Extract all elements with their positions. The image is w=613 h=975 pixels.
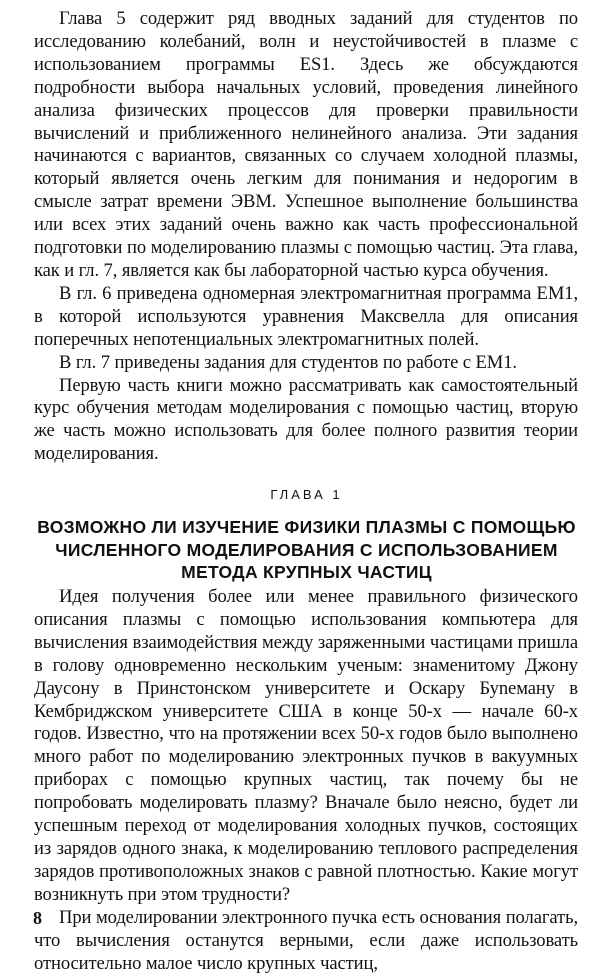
paragraph-chapter6: В гл. 6 приведена одномерная электромагнитная программа EM1, в которой используются уравнения Максвелла для описания поперечных непотенциальных электромагнитных полей.	[34, 282, 578, 350]
paragraph-beam-modeling: При моделировании электронного пучка есть основания полагать, что вычисления останутся верными, если даже использовать относительно малое число крупных частиц,	[34, 906, 578, 974]
intro-text	[34, 8, 578, 466]
chapter-title: ВОЗМОЖНО ЛИ ИЗУЧЕНИЕ ФИЗИКИ ПЛАЗМЫ С ПОМОЩЬЮ ЧИСЛЕННОГО МОДЕЛИРОВАНИЯ С ИСПОЛЬЗОВАНИЕМ МЕТОДА КРУПНЫХ ЧАСТИЦ	[37, 517, 576, 582]
paragraph-idea: Идея получения более или менее правильного физического описания плазмы с помощью использования компьютера для вычисления взаимодействия между заряженными частицами пришла в голову одновременно нескольким ученым: знаменитому Джону Даусону в Принстонском университете и Оскару Буneману в Кембриджском университете США в конце 50-х — начале 60-х годов. Известно, что на протяжении всех 50-х годов было выполнено много работ по моделированию электронных пучков в вакуумных приборах с помощью крупных частиц, так почему бы не попробовать моделировать плазму? Вначале было неясно, будет ли успешным переход от моделирования холодных пучков, состоящих из зарядов одного знака, к моделированию теплового распределения зарядов противоположных знаков с равной плотностью. Какие могут возникнуть при этом трудности?	[34, 586, 578, 905]
paragraph-part-one: Первую часть книги можно рассматривать как самостоятельный курс обучения методам моделирования с помощью частиц, вторую же часть можно использовать для более полного развития теории моделирования.	[34, 374, 578, 465]
chapter-heading	[20, 487, 593, 584]
chapter-label: ГЛАВА 1	[270, 487, 343, 502]
page-number: 8	[33, 908, 42, 928]
paragraph-chapter5: Глава 5 содержит ряд вводных заданий для студентов по исследованию колебаний, волн и неустойчивостей в плазме с использованием программы ES1. Здесь же обсуждаются подробности выбора начальных условий, проведения линейного анализа физических процессов для проверки правильности вычислений и приближенного нелинейного анализа. Эти задания начинаются с вариантов, связанных со случаем холодной плазмы, который является очень легким для понимания и недорогим в смысле затрат времени ЭВМ. Успешное выполнение большинства или всех этих заданий очень важно как часть профессиональной подготовки по моделированию плазмы с помощью частиц. Эта глава, как и гл. 7, является как бы лабораторной частью курса обучения.	[34, 8, 578, 281]
chapter-body	[34, 586, 578, 975]
paragraph-chapter7: В гл. 7 приведены задания для студентов по работе с EM1.	[59, 351, 517, 373]
